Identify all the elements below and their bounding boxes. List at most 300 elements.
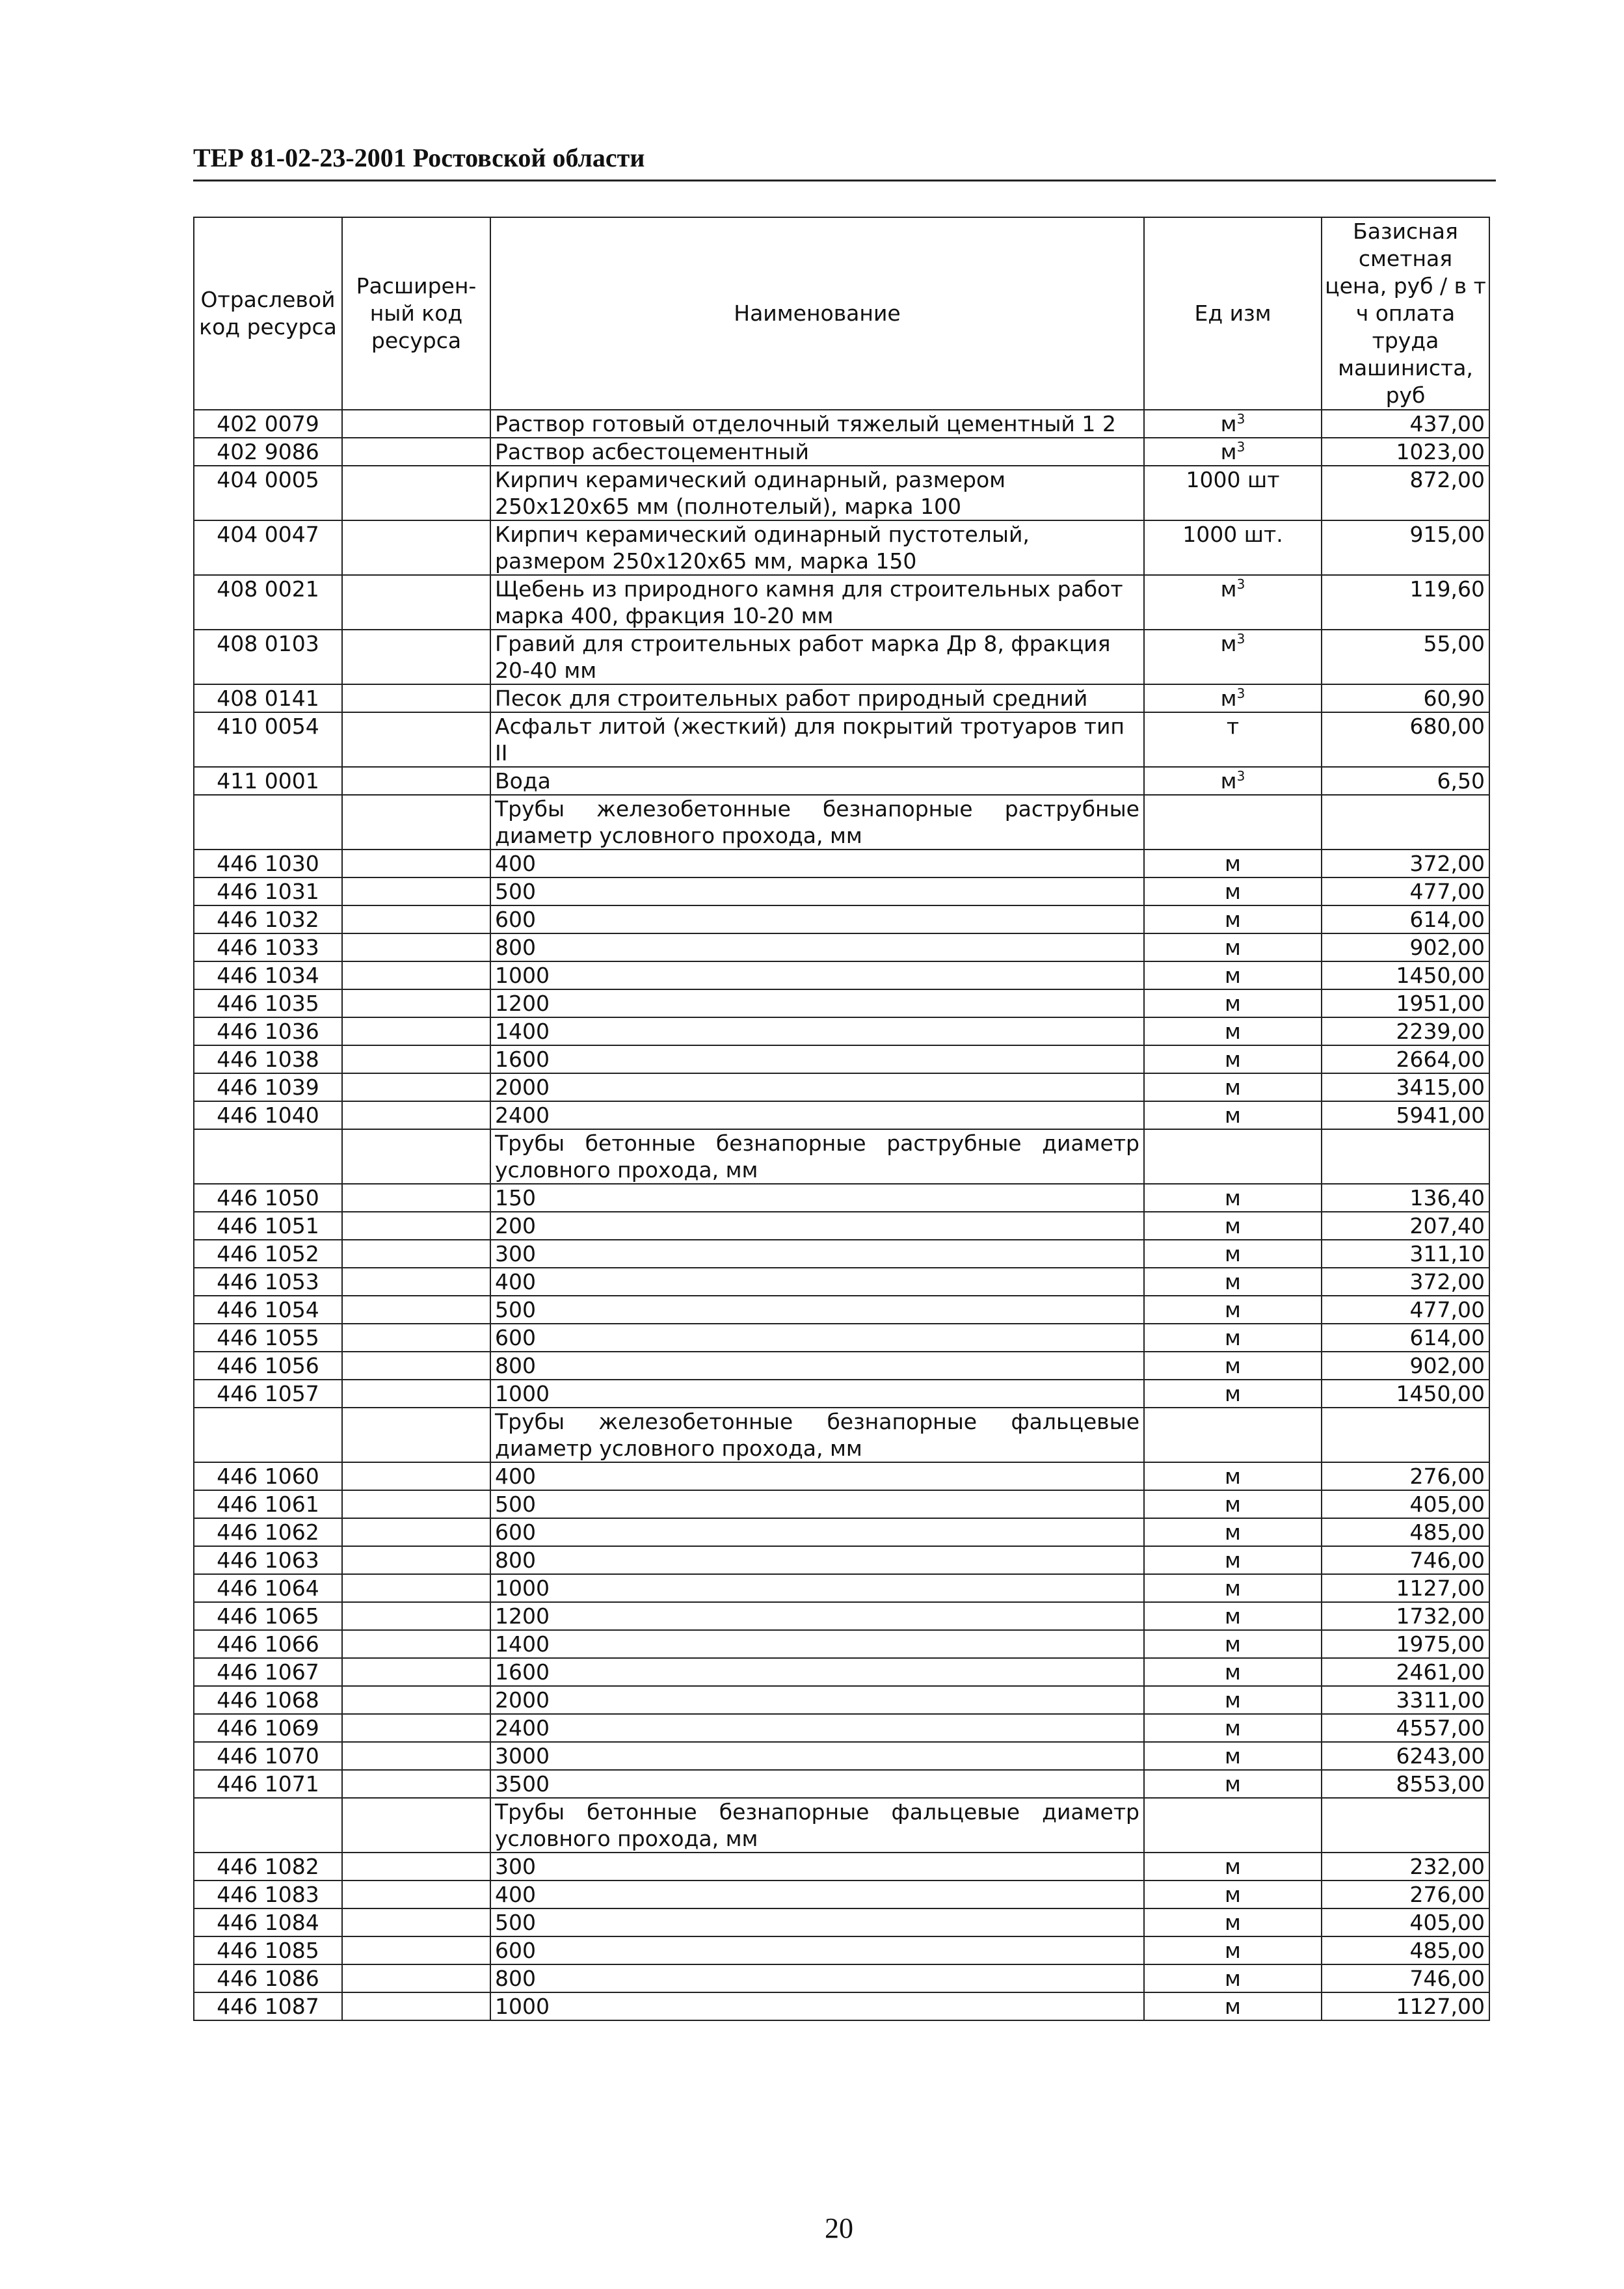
- industry-code-text: 446 1087: [217, 1994, 319, 2019]
- unit-text: м: [1220, 768, 1237, 794]
- extended-code-cell: [342, 1184, 490, 1212]
- unit-text: м: [1225, 1938, 1241, 1963]
- name-text: Щебень из природного камня для строительных работ марка 400, фракция 10-20 мм: [495, 576, 1123, 628]
- industry-code-cell: [194, 1881, 342, 1908]
- price-text: 614,00: [1409, 907, 1485, 932]
- price-text: 915,00: [1409, 522, 1485, 547]
- price-text: 1975,00: [1396, 1631, 1485, 1657]
- price-cell: [1322, 630, 1489, 684]
- table-row: [194, 1992, 1489, 2020]
- unit-text: м: [1225, 1325, 1241, 1350]
- industry-code-cell: [194, 1462, 342, 1490]
- extended-code-cell: [342, 1324, 490, 1352]
- name-text: Асфальт литой (жесткий) для покрытий тротуаров тип II: [495, 714, 1125, 766]
- price-text: 276,00: [1409, 1464, 1485, 1489]
- price-cell: [1322, 1240, 1489, 1268]
- industry-code-cell: [194, 795, 342, 850]
- unit-cell: [1144, 1380, 1322, 1408]
- unit-text: м: [1225, 1547, 1241, 1573]
- name-cell: [490, 1574, 1144, 1602]
- industry-code-text: 446 1036: [217, 1019, 319, 1044]
- extended-code-cell: [342, 1296, 490, 1324]
- price-text: 902,00: [1409, 1353, 1485, 1378]
- industry-code-cell: [194, 410, 342, 438]
- name-text: 600: [495, 907, 536, 932]
- price-cell: [1322, 1101, 1489, 1129]
- group-name-cell: [490, 1129, 1144, 1184]
- name-cell: [490, 1658, 1144, 1686]
- name-cell: [490, 1296, 1144, 1324]
- table-row: [194, 1240, 1489, 1268]
- table-row: [194, 1881, 1489, 1908]
- table-row: [194, 1296, 1489, 1324]
- unit-text: м: [1225, 1241, 1241, 1266]
- price-cell: [1322, 1770, 1489, 1798]
- price-cell: [1322, 1992, 1489, 2020]
- industry-code-cell: [194, 1992, 342, 2020]
- unit-cell: [1144, 1296, 1322, 1324]
- extended-code-cell: [342, 630, 490, 684]
- price-text: 4557,00: [1396, 1715, 1485, 1741]
- name-text: 1200: [495, 1603, 550, 1629]
- unit-text: м: [1225, 1854, 1241, 1879]
- price-text: 6,50: [1437, 768, 1485, 794]
- unit-cell: [1144, 438, 1322, 466]
- extended-code-cell: [342, 1045, 490, 1073]
- price-cell: [1322, 1268, 1489, 1296]
- unit-text: м: [1225, 1213, 1241, 1238]
- unit-cell: [1144, 575, 1322, 630]
- industry-code-text: 446 1052: [217, 1241, 319, 1266]
- extended-code-cell: [342, 1212, 490, 1240]
- extended-code-cell: [342, 1462, 490, 1490]
- table-row: [194, 933, 1489, 961]
- name-text: 800: [495, 1353, 536, 1378]
- unit-superscript: 3: [1236, 768, 1245, 784]
- name-text: 500: [495, 1492, 536, 1517]
- price-text: 746,00: [1409, 1547, 1485, 1573]
- name-cell: [490, 1908, 1144, 1936]
- name-cell: [490, 1992, 1144, 2020]
- name-text: Кирпич керамический одинарный, размером 250х120х65 мм (полнотелый), марка 100: [495, 467, 1006, 519]
- price-text: 276,00: [1409, 1882, 1485, 1907]
- extended-code-cell: [342, 1658, 490, 1686]
- name-text: 800: [495, 935, 536, 960]
- name-cell: [490, 1714, 1144, 1742]
- name-cell: [490, 1881, 1144, 1908]
- price-text: 60,90: [1423, 686, 1485, 711]
- unit-cell: [1144, 1073, 1322, 1101]
- unit-text: т: [1226, 714, 1240, 739]
- industry-code-cell: [194, 684, 342, 712]
- price-text: 1450,00: [1396, 963, 1485, 988]
- extended-code-cell: [342, 1240, 490, 1268]
- unit-cell: [1144, 1490, 1322, 1518]
- unit-cell: [1144, 1518, 1322, 1546]
- industry-code-cell: [194, 1017, 342, 1045]
- name-cell: [490, 712, 1144, 767]
- unit-text: м: [1225, 851, 1241, 876]
- name-text: 1000: [495, 1575, 550, 1601]
- name-cell: [490, 1602, 1144, 1630]
- unit-text: м: [1225, 991, 1241, 1016]
- industry-code-text: 446 1030: [217, 851, 319, 876]
- price-cell: [1322, 1462, 1489, 1490]
- name-text: 2400: [495, 1103, 550, 1128]
- industry-code-text: 408 0103: [217, 631, 319, 656]
- unit-text: м: [1225, 1185, 1241, 1211]
- unit-cell: [1144, 1964, 1322, 1992]
- name-text: Кирпич керамический одинарный пустотелый, размером 250х120х65 мм, марка 150: [495, 522, 1030, 574]
- price-cell: [1322, 1602, 1489, 1630]
- unit-text: м: [1225, 1575, 1241, 1601]
- name-text: 1600: [495, 1047, 550, 1072]
- extended-code-cell: [342, 767, 490, 795]
- industry-code-text: 402 0079: [217, 411, 319, 436]
- price-text: 405,00: [1409, 1910, 1485, 1935]
- unit-cell: [1144, 1770, 1322, 1798]
- industry-code-cell: [194, 1408, 342, 1462]
- name-text: 600: [495, 1325, 536, 1350]
- price-text: 680,00: [1409, 714, 1485, 739]
- price-text: 1023,00: [1396, 439, 1485, 464]
- industry-code-text: 404 0005: [217, 467, 319, 492]
- industry-code-cell: [194, 520, 342, 575]
- name-cell: [490, 1518, 1144, 1546]
- industry-code-cell: [194, 1686, 342, 1714]
- extended-code-cell: [342, 850, 490, 877]
- industry-code-text: 446 1085: [217, 1938, 319, 1963]
- price-cell: [1322, 1881, 1489, 1908]
- name-text: 500: [495, 1297, 536, 1322]
- extended-code-cell: [342, 795, 490, 850]
- unit-cell: [1144, 1546, 1322, 1574]
- unit-cell: [1144, 905, 1322, 933]
- extended-code-cell: [342, 1908, 490, 1936]
- table-row: [194, 1964, 1489, 1992]
- table-group-row: [194, 795, 1489, 850]
- industry-code-cell: [194, 1352, 342, 1380]
- extended-code-cell: [342, 466, 490, 520]
- name-cell: [490, 630, 1144, 684]
- unit-cell: [1144, 933, 1322, 961]
- table-row: [194, 1936, 1489, 1964]
- price-cell: [1322, 1045, 1489, 1073]
- extended-code-cell: [342, 1352, 490, 1380]
- name-cell: [490, 1546, 1144, 1574]
- name-text: 2000: [495, 1687, 550, 1713]
- group-name-text: Трубы железобетонные безнапорные раструбные диаметр условного прохода, мм: [495, 796, 1139, 848]
- industry-code-text: 446 1056: [217, 1353, 319, 1378]
- unit-text: м: [1225, 1743, 1241, 1769]
- unit-text: м: [1225, 907, 1241, 932]
- table-row: [194, 1212, 1489, 1240]
- industry-code-cell: [194, 1714, 342, 1742]
- unit-superscript: 3: [1236, 686, 1245, 701]
- name-cell: [490, 961, 1144, 989]
- price-text: 3415,00: [1396, 1075, 1485, 1100]
- name-text: 1400: [495, 1631, 550, 1657]
- industry-code-text: 446 1067: [217, 1659, 319, 1685]
- name-cell: [490, 877, 1144, 905]
- unit-text: м: [1225, 935, 1241, 960]
- industry-code-cell: [194, 1658, 342, 1686]
- unit-text: м: [1225, 879, 1241, 904]
- unit-cell: [1144, 1240, 1322, 1268]
- col-header-price: Базисная сметная цена, руб / в т ч оплата труда машиниста, руб: [1322, 217, 1489, 410]
- table-row: [194, 1073, 1489, 1101]
- price-cell: [1322, 1742, 1489, 1770]
- extended-code-cell: [342, 1798, 490, 1853]
- unit-text: м: [1225, 1381, 1241, 1406]
- unit-cell: [1144, 520, 1322, 575]
- unit-text: м: [1225, 1019, 1241, 1044]
- unit-cell: [1144, 1184, 1322, 1212]
- industry-code-cell: [194, 1101, 342, 1129]
- name-text: 300: [495, 1241, 536, 1266]
- unit-text: м: [1225, 1715, 1241, 1741]
- group-name-text: Трубы бетонные безнапорные фальцевые диаметр условного прохода, мм: [495, 1799, 1139, 1851]
- name-cell: [490, 1462, 1144, 1490]
- table-row: [194, 410, 1489, 438]
- industry-code-text: 446 1034: [217, 963, 319, 988]
- table-row: [194, 575, 1489, 630]
- extended-code-cell: [342, 933, 490, 961]
- industry-code-text: 408 0141: [217, 686, 319, 711]
- extended-code-cell: [342, 1630, 490, 1658]
- price-text: 136,40: [1409, 1185, 1485, 1211]
- table-row: [194, 905, 1489, 933]
- industry-code-cell: [194, 1380, 342, 1408]
- industry-code-cell: [194, 1212, 342, 1240]
- unit-text: м: [1225, 1603, 1241, 1629]
- name-text: 600: [495, 1938, 536, 1963]
- extended-code-cell: [342, 1101, 490, 1129]
- table-row: [194, 1686, 1489, 1714]
- table-row: [194, 1714, 1489, 1742]
- unit-cell: [1144, 712, 1322, 767]
- extended-code-cell: [342, 1380, 490, 1408]
- table-row: [194, 1184, 1489, 1212]
- price-cell: [1322, 1073, 1489, 1101]
- industry-code-text: 446 1055: [217, 1325, 319, 1350]
- name-cell: [490, 466, 1144, 520]
- extended-code-cell: [342, 438, 490, 466]
- unit-text: м: [1225, 1687, 1241, 1713]
- name-cell: [490, 1936, 1144, 1964]
- name-text: 1000: [495, 963, 550, 988]
- price-cell: [1322, 877, 1489, 905]
- name-text: 1000: [495, 1994, 550, 2019]
- price-cell: [1322, 1296, 1489, 1324]
- col-header-extended-code: Расширен-ный код ресурса: [342, 217, 490, 410]
- name-cell: [490, 1352, 1144, 1380]
- name-cell: [490, 1742, 1144, 1770]
- industry-code-text: 446 1083: [217, 1882, 319, 1907]
- name-cell: [490, 1017, 1144, 1045]
- extended-code-cell: [342, 1936, 490, 1964]
- industry-code-text: 402 9086: [217, 439, 319, 464]
- name-text: 2000: [495, 1075, 550, 1100]
- table-row: [194, 630, 1489, 684]
- industry-code-cell: [194, 961, 342, 989]
- price-text: 232,00: [1409, 1854, 1485, 1879]
- industry-code-text: 446 1068: [217, 1687, 319, 1713]
- unit-text: м: [1220, 411, 1237, 436]
- price-cell: [1322, 1518, 1489, 1546]
- unit-text: м: [1225, 1269, 1241, 1294]
- name-text: 3000: [495, 1743, 550, 1769]
- name-text: 1000: [495, 1381, 550, 1406]
- table-row: [194, 438, 1489, 466]
- table-row: [194, 877, 1489, 905]
- name-text: 400: [495, 1882, 536, 1907]
- industry-code-text: 446 1053: [217, 1269, 319, 1294]
- extended-code-cell: [342, 1714, 490, 1742]
- extended-code-cell: [342, 1602, 490, 1630]
- name-text: Гравий для строительных работ марка Др 8, фракция 20-40 мм: [495, 631, 1111, 683]
- name-cell: [490, 989, 1144, 1017]
- extended-code-cell: [342, 410, 490, 438]
- industry-code-text: 446 1051: [217, 1213, 319, 1238]
- price-text: 55,00: [1423, 631, 1485, 656]
- price-cell: [1322, 1658, 1489, 1686]
- industry-code-text: 446 1060: [217, 1464, 319, 1489]
- price-cell: [1322, 1490, 1489, 1518]
- extended-code-cell: [342, 1408, 490, 1462]
- unit-cell: [1144, 877, 1322, 905]
- header-rule: [193, 180, 1496, 181]
- unit-text: м: [1225, 1659, 1241, 1685]
- table-body: [194, 410, 1489, 2020]
- industry-code-cell: [194, 1602, 342, 1630]
- name-cell: [490, 1324, 1144, 1352]
- industry-code-cell: [194, 1129, 342, 1184]
- table-row: [194, 466, 1489, 520]
- industry-code-cell: [194, 630, 342, 684]
- unit-cell: [1144, 630, 1322, 684]
- extended-code-cell: [342, 961, 490, 989]
- table-row: [194, 1602, 1489, 1630]
- industry-code-text: 446 1032: [217, 907, 319, 932]
- price-text: 2664,00: [1396, 1047, 1485, 1072]
- extended-code-cell: [342, 1129, 490, 1184]
- unit-cell: [1144, 1129, 1322, 1184]
- industry-code-cell: [194, 1268, 342, 1296]
- price-cell: [1322, 1380, 1489, 1408]
- extended-code-cell: [342, 1964, 490, 1992]
- price-text: 614,00: [1409, 1325, 1485, 1350]
- unit-cell: [1144, 1686, 1322, 1714]
- extended-code-cell: [342, 1853, 490, 1881]
- name-text: 1400: [495, 1019, 550, 1044]
- price-text: 1127,00: [1396, 1575, 1485, 1601]
- industry-code-cell: [194, 1574, 342, 1602]
- name-cell: [490, 1686, 1144, 1714]
- price-text: 119,60: [1409, 576, 1485, 602]
- industry-code-cell: [194, 850, 342, 877]
- industry-code-text: 446 1069: [217, 1715, 319, 1741]
- extended-code-cell: [342, 989, 490, 1017]
- unit-cell: [1144, 466, 1322, 520]
- unit-cell: [1144, 684, 1322, 712]
- table-row: [194, 520, 1489, 575]
- unit-cell: [1144, 1936, 1322, 1964]
- industry-code-cell: [194, 877, 342, 905]
- unit-text: м: [1225, 1882, 1241, 1907]
- industry-code-text: 446 1064: [217, 1575, 319, 1601]
- unit-text: 1000 шт: [1186, 467, 1280, 492]
- unit-text: м: [1225, 1631, 1241, 1657]
- extended-code-cell: [342, 1574, 490, 1602]
- name-text: 400: [495, 851, 536, 876]
- extended-code-cell: [342, 1073, 490, 1101]
- industry-code-cell: [194, 1742, 342, 1770]
- price-text: 372,00: [1409, 1269, 1485, 1294]
- table-row: [194, 1268, 1489, 1296]
- price-cell: [1322, 933, 1489, 961]
- unit-cell: [1144, 961, 1322, 989]
- industry-code-cell: [194, 1045, 342, 1073]
- unit-cell: [1144, 767, 1322, 795]
- industry-code-cell: [194, 989, 342, 1017]
- price-text: 3311,00: [1396, 1687, 1485, 1713]
- unit-text: м: [1220, 576, 1237, 602]
- name-text: 1200: [495, 991, 550, 1016]
- price-cell: [1322, 1017, 1489, 1045]
- resource-price-table: [193, 217, 1490, 2021]
- unit-text: м: [1225, 1297, 1241, 1322]
- name-cell: [490, 520, 1144, 575]
- industry-code-text: 446 1082: [217, 1854, 319, 1879]
- industry-code-cell: [194, 767, 342, 795]
- name-cell: [490, 905, 1144, 933]
- price-text: 485,00: [1409, 1519, 1485, 1545]
- industry-code-cell: [194, 1908, 342, 1936]
- name-cell: [490, 1853, 1144, 1881]
- industry-code-text: 446 1084: [217, 1910, 319, 1935]
- table-group-row: [194, 1408, 1489, 1462]
- unit-text: м: [1225, 1994, 1241, 2019]
- industry-code-text: 446 1066: [217, 1631, 319, 1657]
- price-cell: [1322, 1212, 1489, 1240]
- unit-cell: [1144, 1017, 1322, 1045]
- industry-code-text: 446 1039: [217, 1075, 319, 1100]
- unit-text: м: [1225, 1047, 1241, 1072]
- price-text: 8553,00: [1396, 1771, 1485, 1797]
- price-cell: [1322, 410, 1489, 438]
- industry-code-text: 446 1070: [217, 1743, 319, 1769]
- price-cell: [1322, 905, 1489, 933]
- price-cell: [1322, 1184, 1489, 1212]
- unit-cell: [1144, 989, 1322, 1017]
- name-text: 1600: [495, 1659, 550, 1685]
- unit-text: м: [1225, 963, 1241, 988]
- name-text: 500: [495, 1910, 536, 1935]
- table-row: [194, 1630, 1489, 1658]
- extended-code-cell: [342, 1686, 490, 1714]
- industry-code-cell: [194, 575, 342, 630]
- group-name-cell: [490, 1408, 1144, 1462]
- name-cell: [490, 1770, 1144, 1798]
- unit-cell: [1144, 1101, 1322, 1129]
- unit-cell: [1144, 1908, 1322, 1936]
- unit-cell: [1144, 1408, 1322, 1462]
- price-text: 746,00: [1409, 1966, 1485, 1991]
- price-text: 1127,00: [1396, 1994, 1485, 2019]
- price-cell: [1322, 961, 1489, 989]
- table-row: [194, 712, 1489, 767]
